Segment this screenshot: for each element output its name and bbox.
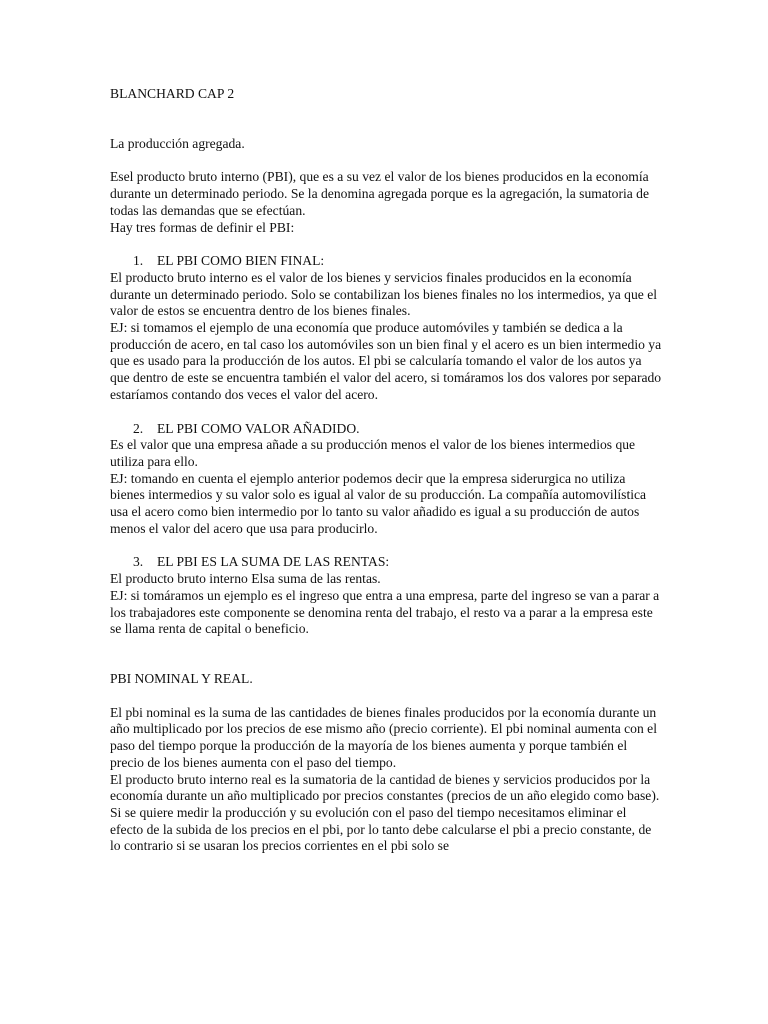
list-item-3-heading — [110, 554, 662, 571]
list-item-3-title: EL PBI ES LA SUMA DE LAS RENTAS: — [157, 554, 390, 570]
list-item-2-title: EL PBI COMO VALOR AÑADIDO. — [157, 420, 360, 436]
nominal-paragraph-2: El producto bruto interno real es la sumatoria de la cantidad de bienes y servicios producidos por la economía durante un año multiplicado por precios constantes (precios de un año elegido como base). — [110, 771, 660, 804]
list-item-3-number: 3. — [133, 554, 144, 570]
intro-forms-line: Hay tres formas de definir el PBI: — [110, 219, 295, 235]
document-heading: BLANCHARD CAP 2 — [110, 86, 235, 101]
nominal-paragraph-3: Si se quiere medir la producción y su evolución con el paso del tiempo necesitamos eliminar el efecto de la subida de los precios en el pbi, por lo tanto debe calcularse el pbi a precio constante, de lo contrario si se usaran los precios corrientes en el pbi solo se — [110, 804, 652, 854]
nominal-paragraph-1: El pbi nominal es la suma de las cantidades de bienes finales producidos por la economía durante un año multiplicado por los precios de ese mismo año (precio corriente). El pbi nominal aumenta con el paso del tiempo porque la producción de la mayoría de los bienes aumenta y porque también el precio de los bienes aumenta con el paso del tiempo. — [110, 704, 657, 770]
list-item-1-number: 1. — [133, 253, 144, 269]
list-item-2-paragraph-1: Es el valor que una empresa añade a su producción menos el valor de los bienes intermedios que utiliza para ello. — [110, 437, 636, 469]
section-title-pbi-nominal-real: PBI NOMINAL Y REAL. — [110, 670, 253, 686]
list-item-1-paragraph-1: El producto bruto interno es el valor de los bienes y servicios finales producidos en la economía durante un determinado periodo. Solo se contabilizan los bienes finales no los intermedios, ya que el valor de estos se encuentra dentro de los bienes finales. — [110, 269, 658, 319]
document-body — [110, 86, 662, 855]
section-title-produccion-agregada: La producción agregada. — [110, 135, 245, 151]
list-item-2-number: 2. — [133, 420, 144, 436]
list-item-2-paragraph-2: EJ: tomando en cuenta el ejemplo anterior podemos decir que la empresa siderurgica no utiliza bienes intermedios y su valor solo es igual al valor de su producción. La compañía automovilística usa el acero como bien intermedio por lo tanto su valor añadido es igual a su producción de autos menos el valor del acero que usa para producirlo. — [110, 470, 647, 536]
list-item-1-paragraph-2: EJ: si tomamos el ejemplo de una economía que produce automóviles y también se dedica a la producción de acero, en tal caso los automóviles son un bien final y el acero es un bien intermedio ya que es usado para la producción de los autos. El pbi se calcularía tomando el valor de los autos ya que dentro de este se encuentra también el valor del acero, si tomáramos los dos valores por separado estaríamos contando dos veces el valor del acero. — [110, 320, 662, 402]
list-item-1-title: EL PBI COMO BIEN FINAL: — [157, 253, 325, 269]
list-item-1-heading — [110, 253, 662, 270]
list-item-3-paragraph-2: EJ: si tomáramos un ejemplo es el ingreso que entra a una empresa, parte del ingreso se van a parar a los trabajadores este componente se denomina renta del trabajo, el resto va a parar a la empresa este se llama renta de capital o beneficio. — [110, 587, 660, 637]
list-item-2-heading — [110, 421, 662, 438]
list-item-3-paragraph-1: El producto bruto interno Elsa suma de las rentas. — [110, 571, 381, 587]
intro-paragraph: Esel producto bruto interno (PBI), que es a su vez el valor de los bienes producidos en la economía durante un determinado periodo. Se la denomina agregada porque es la agregación, la sumatoria de todas las demandas que se efectúan. — [110, 169, 650, 218]
